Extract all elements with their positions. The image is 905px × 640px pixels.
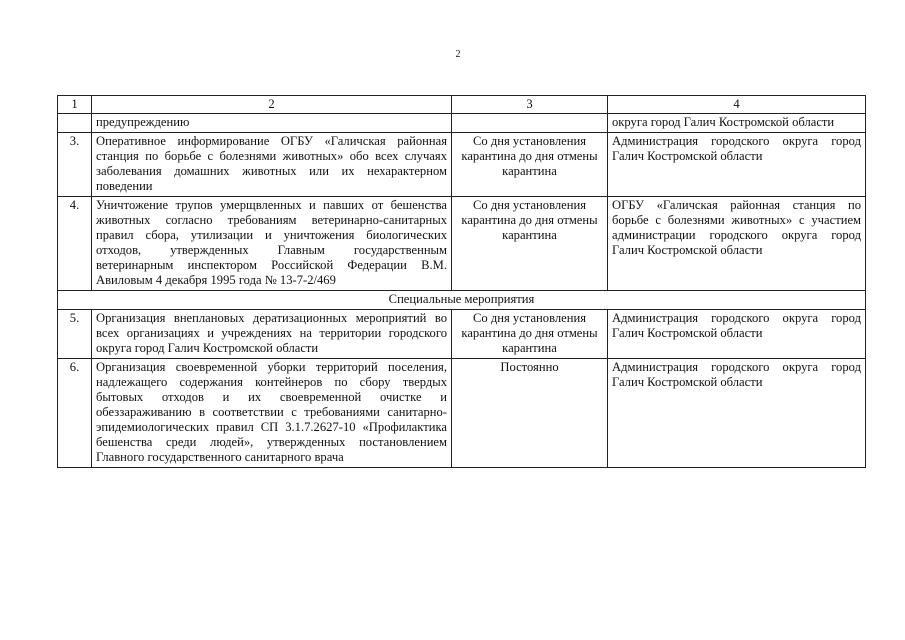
continuation-measure: предупреждению <box>92 114 452 133</box>
continuation-responsible: округа город Галич Костромской области <box>608 114 866 133</box>
row-measure: Уничтожение трупов умерщвленных и павших от бешенства животных согласно требованиям ветеринарно-санитарных правил сбора, утилизации и уничтожения биологических отходов, утвержденных Главным государственным ветеринарным инспектором Российской Федерации В.М. Авиловым 4 декабря 1995 года № 13-7-2/469 <box>92 197 452 291</box>
header-col-2: 2 <box>92 96 452 114</box>
row-measure: Оперативное информирование ОГБУ «Галичская районная станция по борьбе с болезнями животных» обо всех случаях заболевания домашних животных или их нехарактерном поведении <box>92 133 452 197</box>
row-measure: Организация своевременной уборки территорий поселения, надлежащего содержания контейнеров по сбору твердых бытовых отходов и их своевременной очистке и обеззараживанию в соответствии с требованиями санитарно-эпидемиологических правил СП 3.1.7.2627-10 «Профилактика бешенства среди людей», утвержденных постановлением Главного государственного санитарного врача <box>92 359 452 468</box>
table-row <box>58 359 866 468</box>
header-col-4: 4 <box>608 96 866 114</box>
table-row <box>58 133 866 197</box>
row-number: 5. <box>58 310 92 359</box>
row-number: 3. <box>58 133 92 197</box>
continuation-row <box>58 114 866 133</box>
measures-table <box>57 95 866 468</box>
page-number: 2 <box>455 49 461 60</box>
header-col-1: 1 <box>58 96 92 114</box>
row-term: Со дня установления карантина до дня отмены карантина <box>452 310 608 359</box>
header-row <box>58 96 866 114</box>
row-term: Со дня установления карантина до дня отмены карантина <box>452 197 608 291</box>
row-responsible: Администрация городского округа город Галич Костромской области <box>608 133 866 197</box>
row-number: 4. <box>58 197 92 291</box>
row-measure: Организация внеплановых дератизационных мероприятий во всех организациях и учреждениях на территории городского округа город Галич Костромской области <box>92 310 452 359</box>
table-row <box>58 310 866 359</box>
continuation-num-cell <box>58 114 92 133</box>
row-term: Со дня установления карантина до дня отмены карантина <box>452 133 608 197</box>
header-col-3: 3 <box>452 96 608 114</box>
row-responsible: Администрация городского округа город Галич Костромской области <box>608 359 866 468</box>
continuation-term-cell <box>452 114 608 133</box>
row-term: Постоянно <box>452 359 608 468</box>
row-responsible: Администрация городского округа город Галич Костромской области <box>608 310 866 359</box>
section-row <box>58 291 866 310</box>
table-row <box>58 197 866 291</box>
row-responsible: ОГБУ «Галичская районная станция по борьбе с болезнями животных» с участием администрации городского округа город Галич Костромской области <box>608 197 866 291</box>
row-number: 6. <box>58 359 92 468</box>
section-title: Специальные мероприятия <box>58 291 866 310</box>
